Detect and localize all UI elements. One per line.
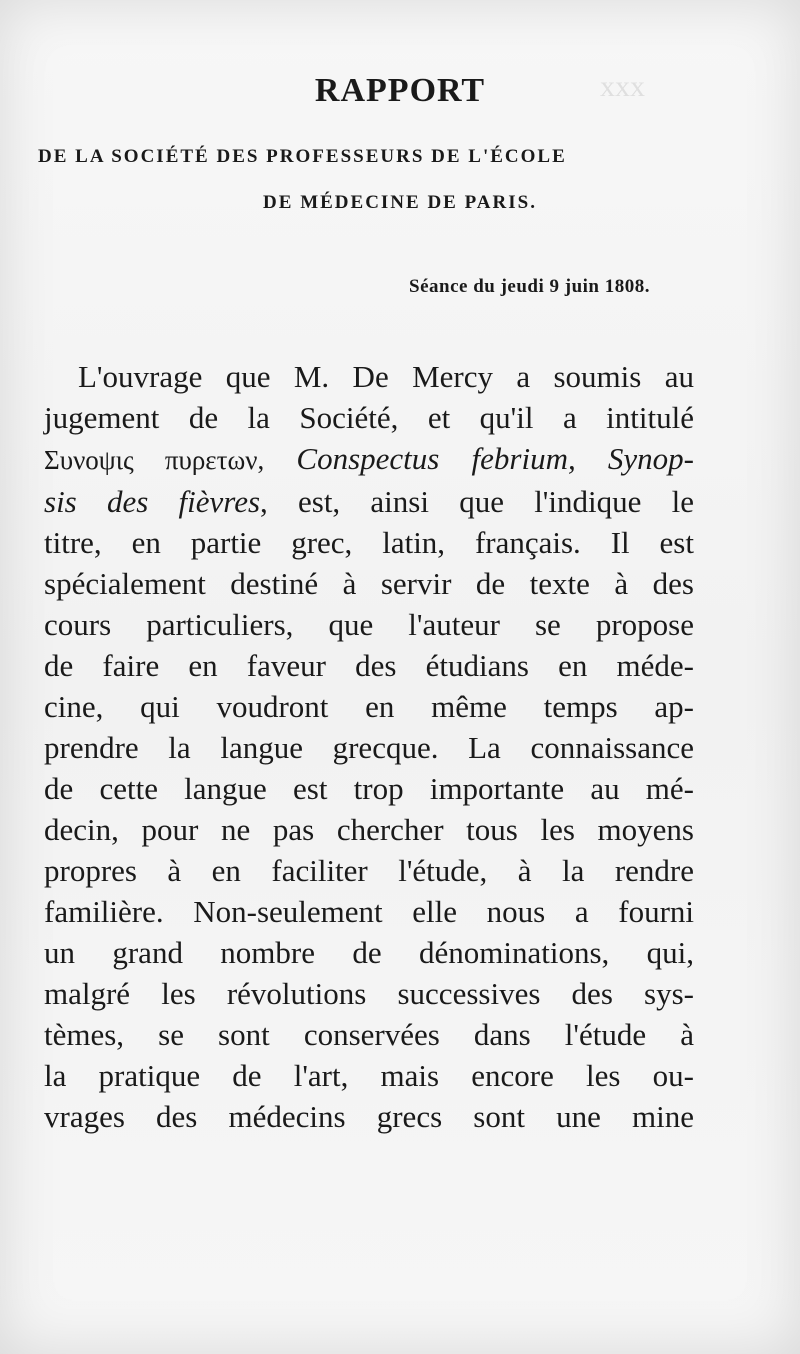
text-line: cine, qui voudront en même temps ap-	[44, 689, 694, 724]
text-line	[44, 481, 694, 522]
show-through-text: xxx	[600, 70, 645, 103]
subtitle-line-2: DE MÉDECINE DE PARIS.	[263, 192, 537, 213]
text-line: un grand nombre de dénominations, qui,	[44, 935, 694, 970]
text-line: la pratique de l'art, mais encore les ou-	[44, 1058, 694, 1093]
text-line: titre, en partie grec, latin, français. Il est	[44, 525, 694, 560]
text-line: prendre la langue grecque. La connaissance	[44, 730, 694, 765]
text-line: malgré les révolutions successives des sys-	[44, 976, 694, 1011]
text-line: familière. Non-seulement elle nous a fourni	[44, 894, 694, 929]
subtitle-line-1: DE LA SOCIÉTÉ DES PROFESSEURS DE L'ÉCOLE	[38, 146, 567, 167]
greek-title: Συνοψις πυρετων,	[44, 445, 265, 475]
session-date: Séance du jeudi 9 juin 1808.	[409, 276, 650, 297]
text-line	[44, 438, 694, 481]
text-line: vrages des médecins grecs sont une mine	[44, 1099, 694, 1134]
text-line: decin, pour ne pas chercher tous les moyens	[44, 812, 694, 847]
text-line: L'ouvrage que M. De Mercy a soumis au	[78, 359, 694, 394]
text-fragment: , est, ainsi que l'indique le	[260, 484, 694, 519]
text-line: propres à en faciliter l'étude, à la rendre	[44, 853, 694, 888]
text-line: de faire en faveur des étudians en méde-	[44, 648, 694, 683]
french-title-start: Synop-	[607, 441, 695, 476]
text-line: cours particuliers, que l'auteur se propose	[44, 607, 694, 642]
text-line: de cette langue est trop importante au mé-	[44, 771, 694, 806]
text-line: tèmes, se sont conservées dans l'étude à	[44, 1017, 694, 1052]
text-line: spécialement destiné à servir de texte à des	[44, 566, 694, 601]
text-line: jugement de la Société, et qu'il a intitulé	[44, 400, 694, 435]
body-paragraph	[44, 356, 694, 1137]
latin-title: Conspectus febrium,	[296, 441, 576, 476]
page-title: RAPPORT	[314, 72, 486, 109]
french-title-end: sis des fièvres	[44, 484, 261, 519]
